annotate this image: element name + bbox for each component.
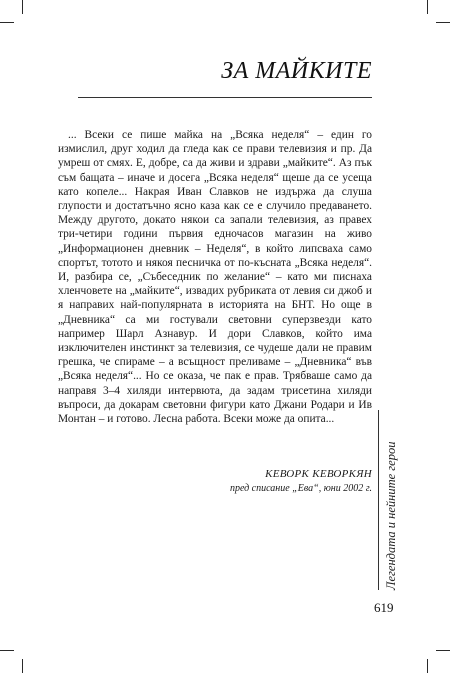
crop-mark (436, 650, 450, 651)
crop-mark (22, 659, 23, 673)
crop-mark (0, 22, 14, 23)
author-name: КЕВОРК КЕВОРКЯН (265, 468, 372, 480)
crop-mark (427, 659, 428, 673)
running-title: Легендата и нейните герои (384, 441, 398, 590)
attribution (230, 468, 372, 494)
quote-body: ... Всеки се пише майка на „Всяка неделя“ – един го измислил, друг ходил да гледа как се прави телевизия и пр. Да умреш от смях. Е, добре, са да живи и здрави „майките“. Аз пък съм бащата – иначе и досега „Всяка неделя“ щеше да се усеща като копеле... Накрая Иван Славков не издържа да слуша глупости и достатъчно ясно каза как се е случило предаването. Между другото, докато някои са запали телевизия, аз правех три-четири години първия едночасов магазин на живо „Информационен дневник – Неделя“, в който липсваха само спортът, тотото и някоя песничка от по-късната „Всяка неделя“. И, разбира се, „Събеседник по желание“ – като ми писнаха хленчовете на „майките“, извадих рубриката от левия си джоб и я направих най-популярната в историята на БНТ. Но още в „Дневника“ са ми гостували световни суперзвезди като например Шарл Азнавур. И дори Славков, който има изключителен инстинкт за телевизия, се чудеше дали не правим грешка, че спираме – а всъщност преливаме – „Дневника“ във „Всяка неделя“... Но се оказа, че пак е прав. Трябваше само да направя 3–4 хиляди интервюта, да задам трисетина хиляди въпроси, да докарам световни фигури като Джани Родари и Ив Монтан – и готово. Лесна работа. Всеки може да опита... (58, 129, 372, 426)
page-number: 619 (374, 600, 394, 615)
crop-mark (436, 22, 450, 23)
crop-mark (0, 650, 14, 651)
crop-mark (22, 0, 23, 14)
source-note: пред списание „Ева“, юни 2002 г. (229, 483, 372, 494)
chapter-title: ЗА МАЙКИТЕ (221, 58, 372, 84)
crop-mark (427, 0, 428, 14)
title-rule (78, 97, 372, 98)
side-rule (378, 410, 379, 590)
